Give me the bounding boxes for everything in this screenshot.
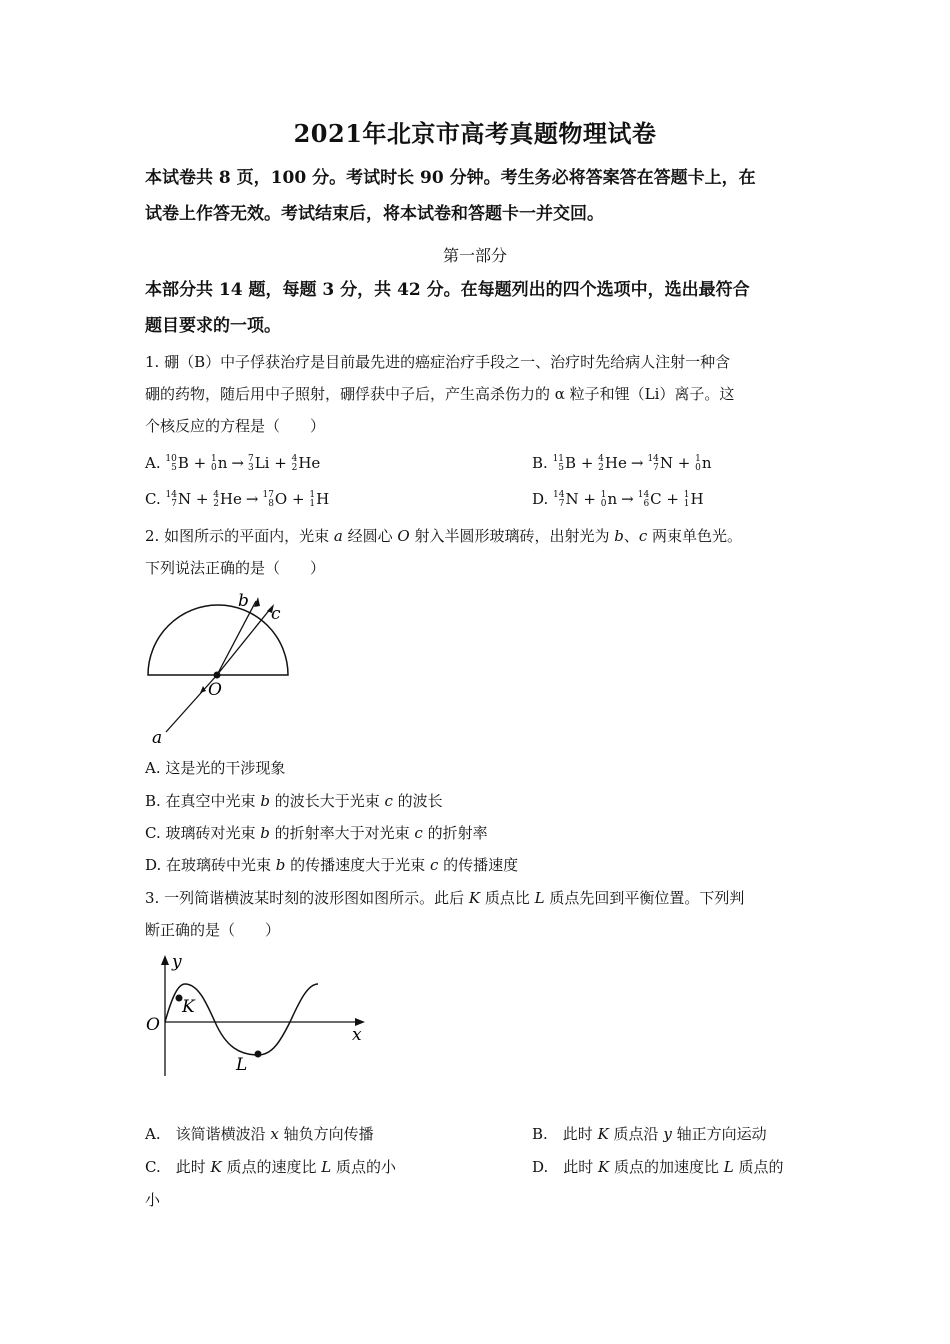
q1-option-c-equation: 14 7 N + 4 2 He → 17 8 O + 1 1 H: [166, 490, 330, 508]
intro-line-2: 试卷上作答无效。考试结束后，将本试卷和答题卡一并交回。: [145, 204, 604, 224]
nuclide: 14 7 N: [553, 490, 579, 509]
q1-option-c[interactable]: C. 14 7 N + 4 2 He → 17 8 O + 1 1 H: [145, 487, 329, 511]
label-a: a: [152, 728, 163, 748]
y-axis-arrow-icon: [161, 955, 169, 965]
section-desc-1: 本部分共 14 题，每题 3 分，共 42 分。在每题列出的四个选项中，选出最符合: [145, 280, 750, 300]
waveform-curve: [165, 984, 318, 1055]
q3-option-b[interactable]: B. 此时 K 质点沿 y 轴正方向运动: [532, 1125, 767, 1143]
q3-option-d[interactable]: D. 此时 K 质点的加速度比 L 质点的: [532, 1158, 784, 1176]
nuclide: 14 6 C: [637, 490, 662, 509]
q1-option-a-equation: 10 5 B + 1 0 n → 7 3 Li + 4 2 He: [165, 454, 320, 472]
label-c: c: [271, 604, 281, 624]
label-K: K: [182, 997, 195, 1017]
nuclide: 11 5 B: [552, 454, 577, 473]
point-L: [255, 1051, 262, 1058]
q1-line-2: 硼的药物，随后用中子照射，硼俘获中子后，产生高杀伤力的 α 粒子和锂（Li）离子。这: [145, 385, 735, 403]
q2-option-b[interactable]: B. 在真空中光束 b 的波长大于光束 c 的波长: [145, 792, 443, 810]
q1-option-b-equation: 11 5 B + 4 2 He → 14 7 N + 1 0 n: [553, 454, 712, 472]
beam-c: [217, 608, 271, 675]
label-O: O: [208, 680, 222, 700]
q2-option-c[interactable]: C. 玻璃砖对光束 b 的折射率大于对光束 c 的折射率: [145, 824, 488, 842]
q2-option-d[interactable]: D. 在玻璃砖中光束 b 的传播速度大于光束 c 的传播速度: [145, 856, 519, 874]
q1-option-d[interactable]: D. 14 7 N + 1 0 n → 14 6 C + 1 1 H: [532, 487, 704, 511]
nuclide: 14 7 N: [165, 490, 192, 509]
section-title: 第一部分: [442, 246, 507, 265]
nuclide: 14 7 N: [647, 454, 674, 473]
nuclide: 1 1 H: [309, 490, 330, 509]
nuclide: 4 2 He: [598, 454, 627, 473]
q1-option-a[interactable]: A. 10 5 B + 1 0 n → 7 3 Li + 4 2 He: [145, 451, 320, 475]
q2-line-2: 下列说法正确的是（ ）: [145, 559, 326, 577]
nuclide: 1 1 H: [683, 490, 704, 509]
nuclide: 1 0 n: [695, 454, 712, 473]
nuclide: 10 5 B: [165, 454, 189, 473]
semicircle-glass: [148, 605, 288, 675]
q3-option-a[interactable]: A. 该简谐横波沿 x 轴负方向传播: [145, 1125, 374, 1143]
q2-option-a[interactable]: A. 这是光的干涉现象: [145, 759, 286, 777]
label-y: y: [172, 952, 182, 972]
label-L: L: [236, 1055, 248, 1075]
nuclide: 17 8 O: [262, 490, 288, 509]
nuclide: 7 3 Li: [247, 454, 270, 473]
center-point: [214, 672, 221, 679]
label-b: b: [238, 591, 249, 611]
label-x: x: [352, 1025, 362, 1045]
q3-option-d-continued: 小: [145, 1191, 161, 1209]
q1-option-d-equation: 14 7 N + 1 0 n → 14 6 C + 1 1 H: [553, 490, 704, 508]
nuclide: 4 2 He: [213, 490, 242, 509]
label-O: O: [146, 1015, 160, 1035]
q2-semicircle-figure: [140, 585, 300, 750]
q1-line-1: 1. 硼（B）中子俘获治疗是目前最先进的癌症治疗手段之一、治疗时先给病人注射一种含: [145, 353, 731, 371]
q3-wave-figure: [140, 952, 375, 1082]
q3-line-2: 断正确的是（ ）: [145, 921, 281, 939]
nuclide: 1 0 n: [210, 454, 228, 473]
q3-option-c[interactable]: C. 此时 K 质点的速度比 L 质点的小: [145, 1158, 396, 1176]
q2-line-1: 2. 如图所示的平面内，光束 a 经圆心 O 射入半圆形玻璃砖，出射光为 b、c 两束单色光。: [145, 527, 743, 545]
intro-line-1: 本试卷共 8 页，100 分。考试时长 90 分钟。考生务必将答案答在答题卡上，在: [145, 168, 756, 188]
beam-b: [217, 601, 256, 675]
q1-option-b[interactable]: B. 11 5 B + 4 2 He → 14 7 N + 1 0 n: [532, 451, 712, 475]
section-desc-2: 题目要求的一项。: [145, 316, 281, 336]
page-title: 2021年北京市高考真题物理试卷: [293, 119, 657, 148]
q1-line-3: 个核反应的方程是（ ）: [145, 417, 326, 435]
beam-a-arrow-icon: [200, 686, 206, 693]
nuclide: 4 2 He: [291, 454, 321, 473]
nuclide: 1 0 n: [600, 490, 618, 509]
q3-line-1: 3. 一列简谐横波某时刻的波形图如图所示。此后 K 质点比 L 质点先回到平衡位置。下列判: [145, 889, 745, 907]
